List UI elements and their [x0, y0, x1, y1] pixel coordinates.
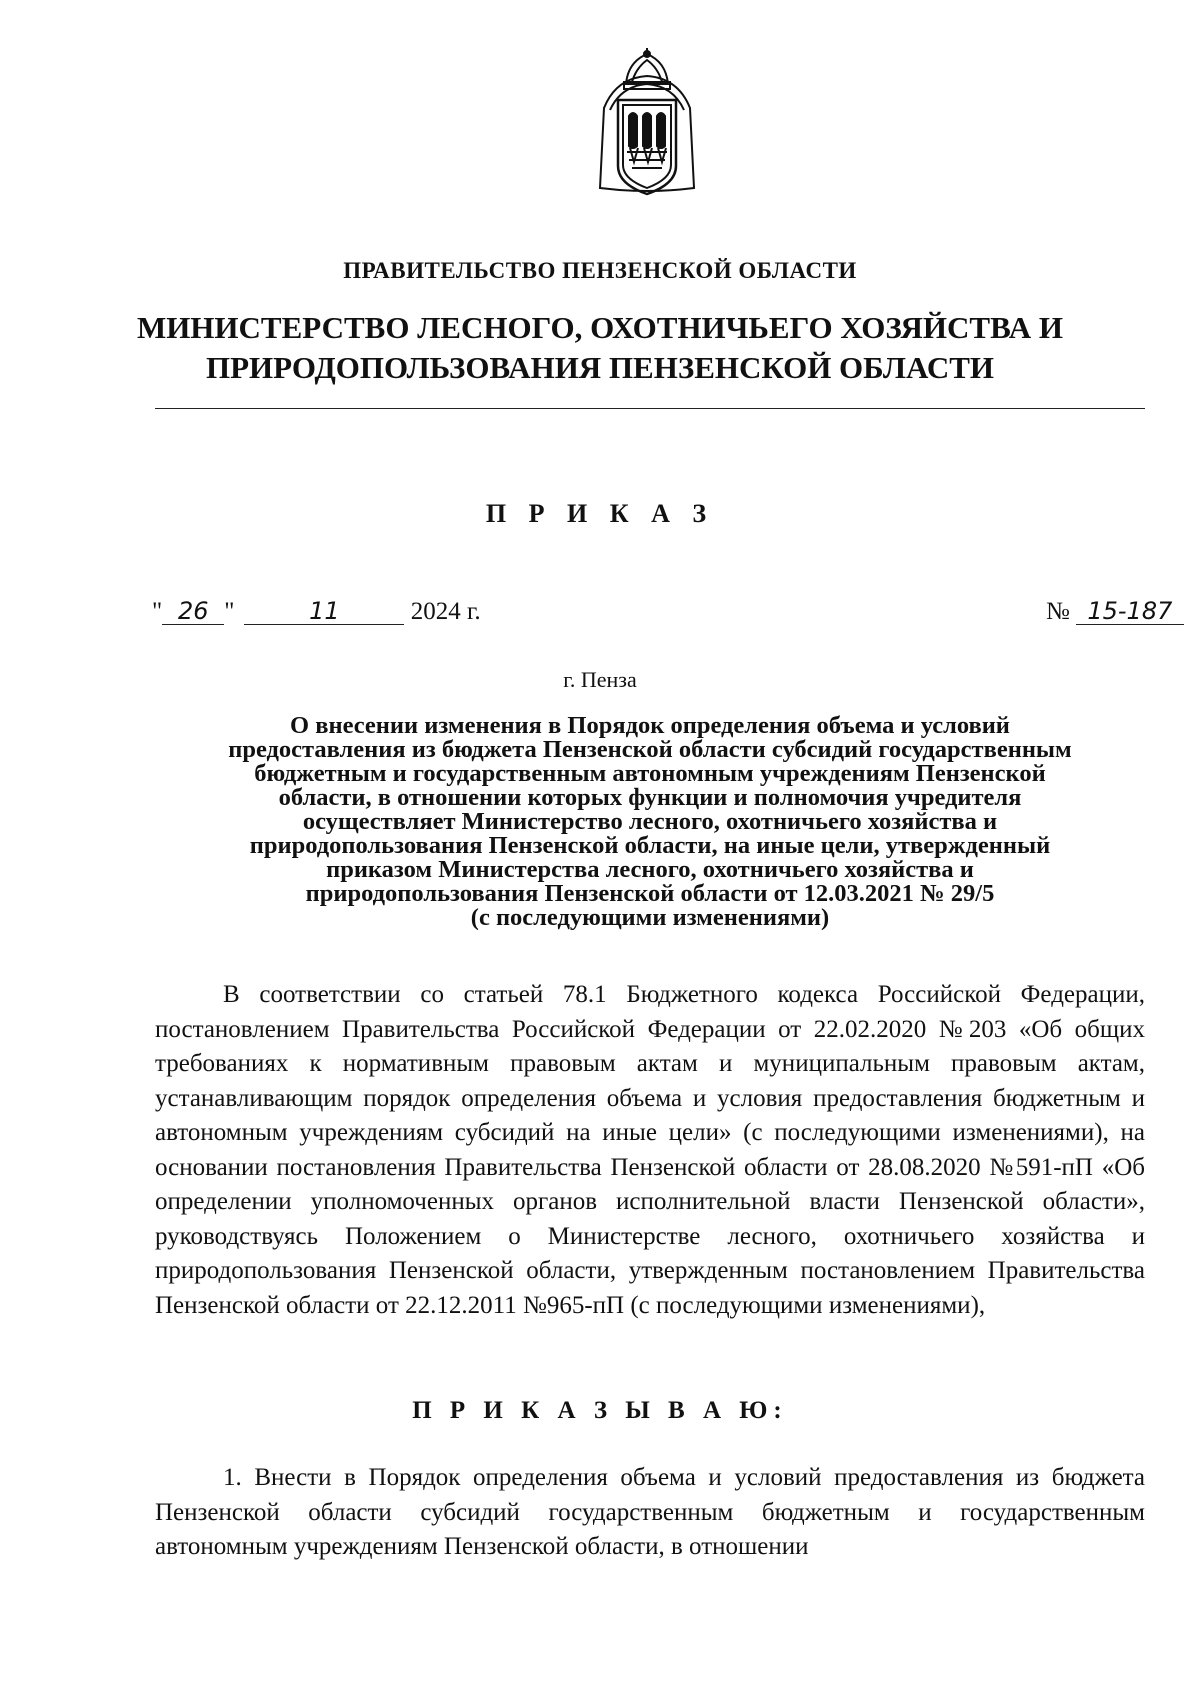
document-number [1046, 598, 1184, 626]
document-subject [155, 714, 1145, 930]
order-item-1: 1. Внести в Порядок определения объема и условий предоставления из бюджета Пензенской области субсидий государственным бюджетным и государственным автономным учреждениям Пензенской области, в отношении [155, 1464, 1145, 1560]
document-type-heading: П Р И К А З [485, 499, 715, 528]
date-year: 2024 г. [410, 598, 481, 625]
date-close-quote: " [224, 598, 235, 625]
government-title: ПРАВИТЕЛЬСТВО ПЕНЗЕНСКОЙ ОБЛАСТИ [343, 258, 857, 283]
ministry-title [0, 308, 1200, 388]
subject-line: осуществляет Министерство лесного, охотничьего хозяйства и [302, 808, 998, 835]
subject-line: предоставления из бюджета Пензенской области субсидий государственным [228, 736, 1072, 763]
ministry-title-line-1: МИНИСТЕРСТВО ЛЕСНОГО, ОХОТНИЧЬЕГО ХОЗЯЙСТВА И [136, 310, 1064, 345]
subject-line: области, в отношении которых функции и полномочия учредителя [278, 784, 1022, 811]
subject-line: приказом Министерства лесного, охотничьего хозяйства и [326, 856, 974, 883]
ministry-title-line-2: ПРИРОДОПОЛЬЗОВАНИЯ ПЕНЗЕНСКОЙ ОБЛАСТИ [205, 350, 995, 385]
document-date [152, 598, 481, 626]
date-open-quote: " [152, 598, 163, 625]
date-day-handwritten: 26 [162, 598, 224, 625]
subject-line: природопользования Пензенской области, на иные цели, утвержденный [249, 832, 1051, 859]
document-city: г. Пенза [563, 667, 637, 692]
date-month-handwritten: 11 [244, 598, 404, 625]
subject-line: природопользования Пензенской области от 12.03.2021 № 29/5 [305, 880, 995, 907]
subject-line: О внесении изменения в Порядок определения объема и условий [290, 712, 1010, 739]
number-sign: № [1046, 598, 1070, 625]
document-number-handwritten: 15-187 [1076, 598, 1184, 625]
subject-line: (с последующими изменениями) [470, 904, 830, 931]
coat-of-arms-icon [596, 48, 698, 202]
subject-line: бюджетным и государственным автономным учреждениям Пензенской [254, 760, 1046, 787]
header-divider [155, 408, 1145, 409]
preamble-paragraph: В соответствии со статьей 78.1 Бюджетного кодекса Российской Федерации, постановлением Правительства Российской Федерации от 22.02.2020 №203 «Об общих требованиях к нормативным правовым актам и муниципальным правовым актам, устанавливающим порядок определения объема и условия предоставления бюджетным и автономным учреждениям субсидий на иные цели» (с последующими изменениями), на основании постановления Правительства Пензенской области от 28.08.2020 №591-пП «Об определении уполномоченных органов исполнительной власти Пензенской области», руководствуясь Положением о Министерстве лесного, охотничьего хозяйства и природопользования Пензенской области, утвержденным постановлением Правительства Пензенской области от 22.12.2011 №965-пП (с последующими изменениями), [155, 981, 1145, 1319]
order-heading: П Р И К А З Ы В А Ю: [412, 1397, 788, 1424]
